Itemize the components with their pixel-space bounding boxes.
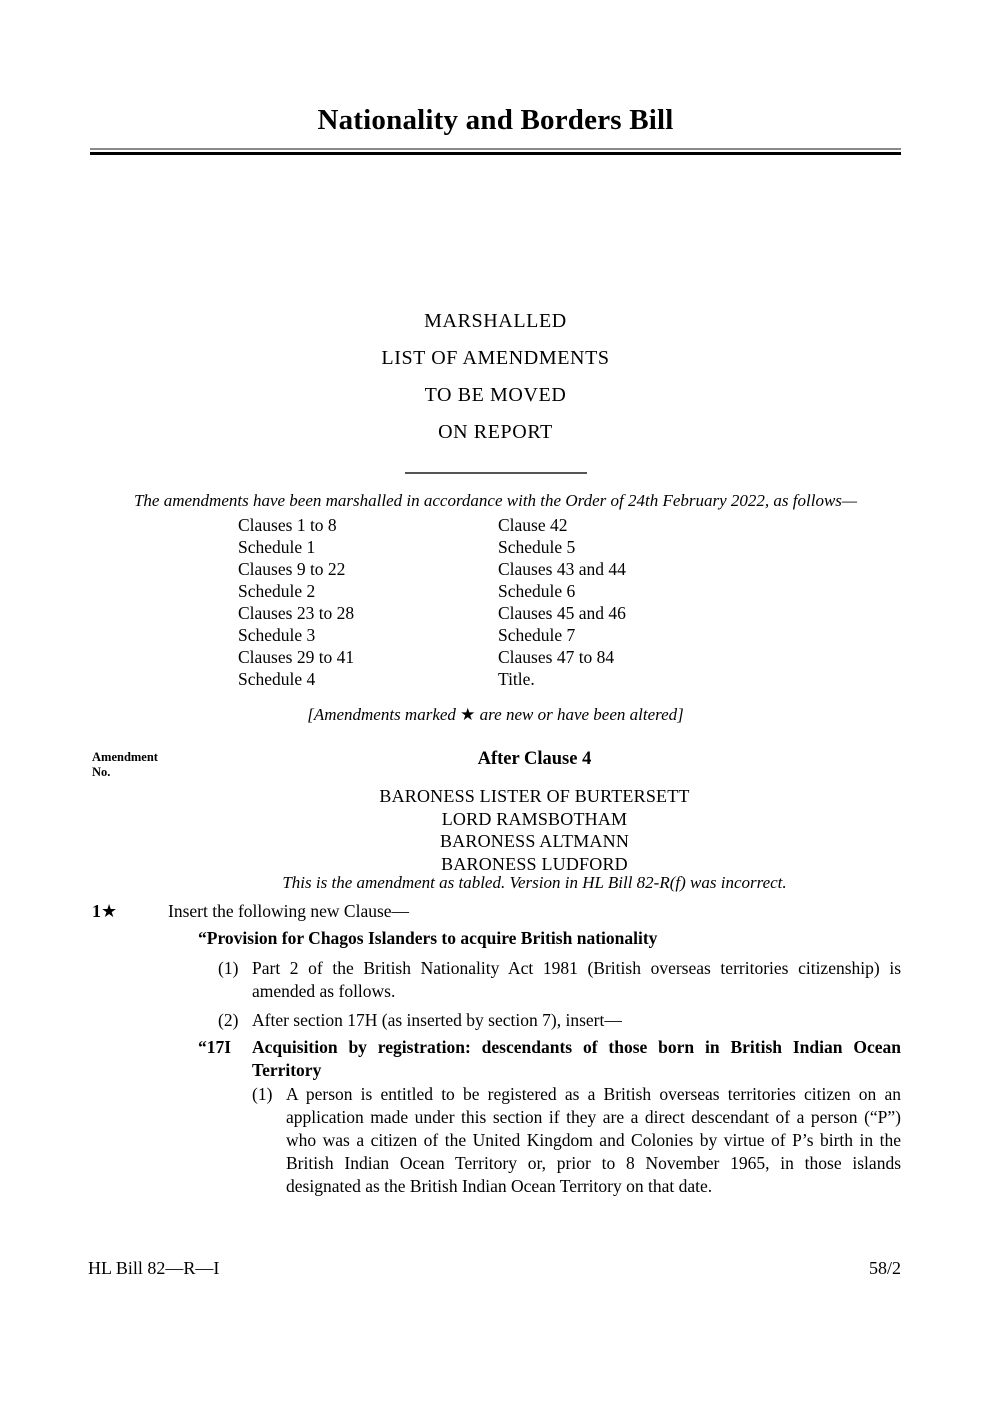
amendment-number-value: 1 — [92, 901, 101, 921]
tabled-version-note: This is the amendment as tabled. Version in HL Bill 82-R(f) was incorrect. — [282, 873, 787, 892]
heading-short-rule — [405, 472, 587, 474]
marshalled-heading-block — [0, 303, 991, 451]
star-legend-note — [0, 705, 991, 725]
clause-list-row — [238, 668, 738, 690]
heading-line-2: LIST OF AMENDMENTS — [381, 347, 610, 369]
sponsor-list — [168, 785, 901, 875]
inserted-section-number: “17I — [198, 1037, 232, 1057]
subsection — [218, 1009, 901, 1032]
page-title: Nationality and Borders Bill — [317, 104, 674, 136]
clause-left: Clauses 1 to 8 — [238, 515, 337, 535]
clause-left: Clauses 29 to 41 — [238, 647, 355, 667]
clause-right: Schedule 7 — [498, 625, 576, 645]
sponsor-name: BARONESS LUDFORD — [441, 853, 628, 874]
subsection-text: Part 2 of the British Nationality Act 1981 (British overseas territories citizenship) is amended as follows. — [252, 958, 901, 1001]
clause-right: Title. — [498, 669, 535, 689]
clause-list-row — [238, 514, 738, 536]
after-clause-heading: After Clause 4 — [477, 749, 592, 769]
page-footer — [88, 1258, 901, 1279]
clause-right: Clause 42 — [498, 515, 568, 535]
amendment-star-icon: ★ — [101, 901, 118, 921]
amendment-no-column-label — [92, 750, 158, 780]
star-note-suffix: are new or have been altered] — [475, 705, 684, 724]
amendment-no-label-line2: No. — [92, 765, 111, 779]
subsection-number: (1) — [218, 958, 239, 978]
clause-left: Schedule 4 — [238, 669, 316, 689]
divider-thick-line — [90, 152, 901, 155]
insert-instruction: Insert the following new Clause— — [168, 901, 410, 921]
clause-left: Clauses 23 to 28 — [238, 603, 355, 623]
clause-list-row — [238, 536, 738, 558]
inserted-subsection-number: (1) — [252, 1084, 273, 1104]
clause-right: Clauses 45 and 46 — [498, 603, 626, 623]
clause-left: Schedule 3 — [238, 625, 316, 645]
amendment-number — [92, 901, 117, 922]
inserted-section-heading — [198, 1036, 901, 1082]
star-icon: ★ — [460, 705, 476, 724]
clause-list-row — [238, 580, 738, 602]
clause-left: Schedule 1 — [238, 537, 316, 557]
amendment-no-label-line1: Amendment — [92, 750, 158, 764]
clause-right: Schedule 5 — [498, 537, 576, 557]
heading-line-1: MARSHALLED — [424, 310, 567, 332]
clause-right: Schedule 6 — [498, 581, 576, 601]
inserted-subsection-text: A person is entitled to be registered as a British overseas territories citizen on an application made under this section if they are a direct descendant of a person (“P”) who was a citizen of the United Kingdom and Colonies by virtue of P’s birth in the British Indian Ocean Territory or, prior to 8 November 1965, in those islands designated as the British Indian Ocean Territory on that date. — [286, 1084, 901, 1196]
heading-line-3: TO BE MOVED — [424, 384, 567, 406]
clause-list-row — [238, 602, 738, 624]
new-clause-heading: “Provision for Chagos Islanders to acquire British nationality — [198, 928, 658, 948]
marshalling-note: The amendments have been marshalled in accordance with the Order of 24th February 2022, as follows— — [133, 491, 858, 510]
title-divider — [90, 148, 901, 155]
sponsor-name: BARONESS ALTMANN — [439, 831, 630, 851]
star-note-prefix: [Amendments marked — [307, 705, 461, 724]
footer-page-number: 58/2 — [868, 1258, 901, 1278]
sponsor-name: LORD RAMSBOTHAM — [441, 808, 628, 829]
clause-list-row — [238, 558, 738, 580]
clause-list-row — [238, 624, 738, 646]
subsection-number: (2) — [218, 1010, 239, 1030]
subsection-text: After section 17H (as inserted by section 7), insert— — [252, 1010, 622, 1030]
clause-list-row — [238, 646, 738, 668]
clause-right: Clauses 43 and 44 — [498, 559, 626, 579]
inserted-section-title: Acquisition by registration: descendants of those born in British Indian Ocean Territory — [252, 1037, 901, 1080]
clause-left: Clauses 9 to 22 — [238, 559, 346, 579]
heading-line-4: ON REPORT — [438, 421, 553, 443]
clause-left: Schedule 2 — [238, 581, 316, 601]
sponsor-name: BARONESS LISTER OF BURTERSETT — [379, 786, 690, 806]
inserted-subsection — [252, 1083, 901, 1198]
clause-order-list — [238, 514, 738, 690]
subsection — [218, 957, 901, 1003]
clause-right: Clauses 47 to 84 — [498, 647, 615, 667]
footer-bill-reference: HL Bill 82—R—I — [88, 1258, 220, 1278]
